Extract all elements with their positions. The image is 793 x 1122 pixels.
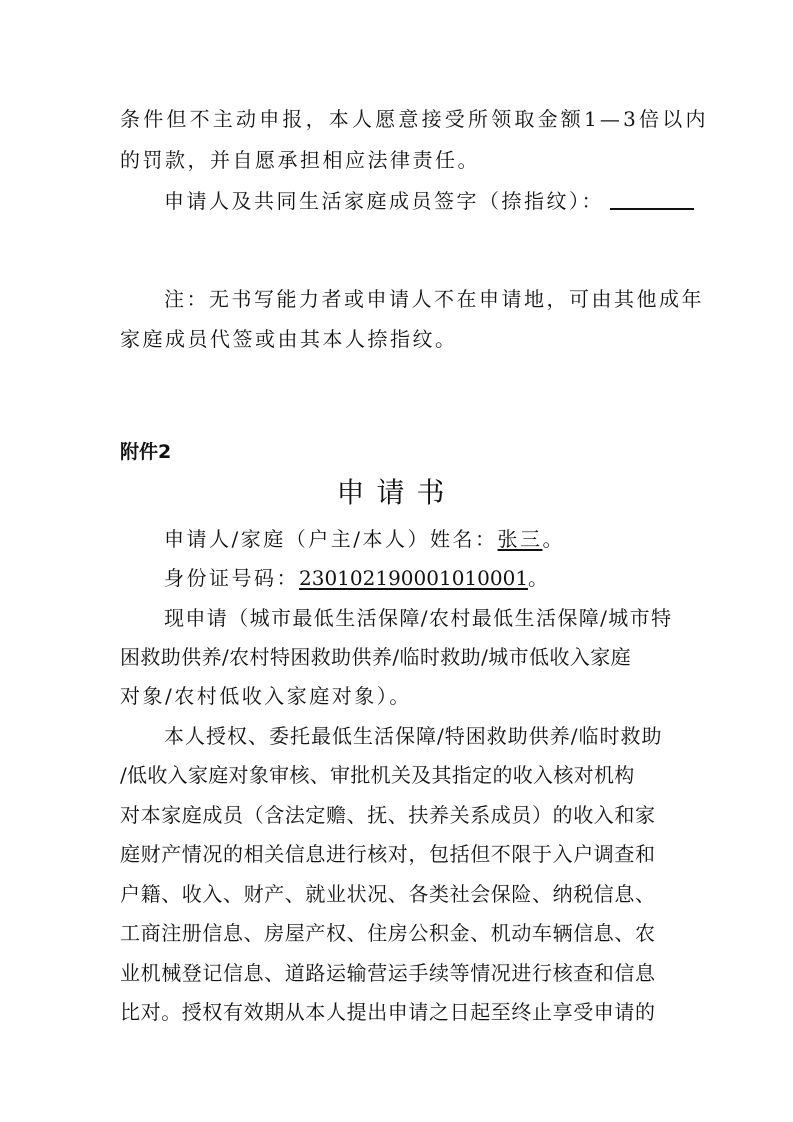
attachment-label: 附件2: [120, 441, 172, 463]
id-field: [164, 566, 551, 590]
text-line: 本人授权、委托最低生活保障/特困救助供养/临时救助: [164, 724, 663, 748]
id-label: 身份证号码：: [164, 566, 299, 590]
signature-line: [164, 188, 694, 213]
text-line: 工商注册信息、房屋产权、住房公积金、机动车辆信息、农: [120, 921, 656, 945]
name-value[interactable]: 张三: [497, 527, 543, 551]
text-line: 业机械登记信息、道路运输营运手续等情况进行核查和信息: [120, 961, 656, 985]
text-line: 对本家庭成员（含法定赡、抚、扶养关系成员）的收入和家: [120, 803, 656, 827]
text-line: 的罚款，并自愿承担相应法律责任。: [120, 148, 480, 172]
punctuation: 。: [542, 527, 565, 551]
text-line: 困救助供养/农村特困救助供养/临时救助/城市低收入家庭: [120, 645, 632, 669]
signature-blank[interactable]: [610, 188, 694, 210]
name-field: [164, 527, 565, 551]
text-line: /低收入家庭对象审核、审批机关及其指定的收入核对机构: [120, 763, 635, 787]
text-line: 现申请（城市最低生活保障/农村最低生活保障/城市特: [164, 606, 673, 630]
name-label: 申请人/家庭（户主/本人）姓名：: [164, 527, 498, 551]
text-line: 比对。授权有效期从本人提出申请之日起至终止享受申请的: [120, 1000, 656, 1024]
punctuation: 。: [528, 566, 551, 590]
note-line: 家庭成员代签或由其本人捺指纹。: [120, 327, 458, 351]
document-title: 申请书: [336, 476, 457, 509]
text-line: 条件但不主动申报，本人愿意接受所领取金额1—3倍以内: [120, 107, 709, 131]
text-line: 户籍、收入、财产、就业状况、各类社会保险、纳税信息、: [120, 882, 656, 906]
note-line: 注：无书写能力者或申请人不在申请地，可由其他成年: [164, 287, 704, 311]
text-line: 庭财产情况的相关信息进行核对，包括但不限于入户调查和: [120, 842, 656, 866]
id-value[interactable]: 230102190001010001: [299, 566, 529, 590]
text-line: 对象/农村低收入家庭对象）。: [120, 684, 412, 708]
signature-label: 申请人及共同生活家庭成员签字（捺指纹）：: [164, 189, 604, 213]
